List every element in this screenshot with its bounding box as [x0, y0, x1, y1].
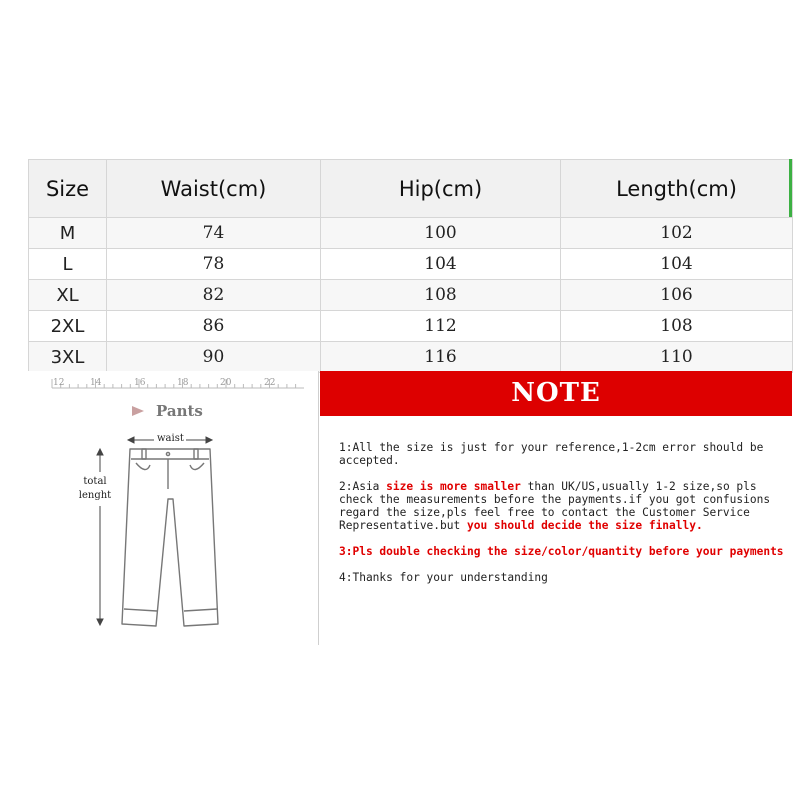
- table-row: [29, 280, 793, 311]
- size-chart-table: [28, 159, 793, 373]
- header-length: Length(cm): [561, 160, 793, 218]
- diagram-title: Pants: [156, 402, 203, 420]
- total-length-label-line1: total: [83, 476, 107, 487]
- note-item-1: 1:All the size is just for your reference,1-2cm error should be accepted.: [339, 441, 764, 467]
- cell-size: XL: [29, 280, 107, 311]
- note-title: NOTE: [320, 371, 792, 416]
- total-length-label: [73, 475, 117, 503]
- header-size: Size: [29, 160, 107, 218]
- cell-hip: 112: [321, 311, 561, 342]
- cell-hip: 116: [321, 342, 561, 373]
- cell-length: 102: [561, 218, 793, 249]
- cell-size: 3XL: [29, 342, 107, 373]
- cell-waist: 82: [107, 280, 321, 311]
- ruler-label: 22: [264, 378, 276, 388]
- ruler-label: 12: [53, 378, 65, 388]
- table-header-row: [29, 160, 793, 218]
- ruler-label: 14: [90, 378, 102, 388]
- cell-length: 104: [561, 249, 793, 280]
- cell-length: 106: [561, 280, 793, 311]
- header-waist: Waist(cm): [107, 160, 321, 218]
- pants-measurement-diagram: [28, 371, 319, 645]
- note-item-2-text: 2:Asia: [339, 480, 387, 493]
- header-hip: Hip(cm): [321, 160, 561, 218]
- cell-waist: 86: [107, 311, 321, 342]
- ruler-label: 20: [220, 378, 232, 388]
- note-item-2: [339, 480, 787, 532]
- table-row: [29, 249, 793, 280]
- ruler-icon: [52, 378, 304, 388]
- cell-hip: 104: [321, 249, 561, 280]
- table-row: [29, 342, 793, 373]
- arrow-right-icon: [132, 406, 144, 416]
- green-edge-accent: [789, 159, 792, 217]
- cell-hip: 100: [321, 218, 561, 249]
- note-body: [339, 441, 787, 597]
- ruler-label: 18: [177, 378, 189, 388]
- cell-waist: 90: [107, 342, 321, 373]
- waist-label: waist: [157, 433, 184, 444]
- cell-size: M: [29, 218, 107, 249]
- cell-waist: 78: [107, 249, 321, 280]
- cell-size: 2XL: [29, 311, 107, 342]
- total-length-label-line2: lenght: [78, 490, 112, 501]
- table-row: [29, 218, 793, 249]
- note-item-2-highlight: you should decide the size finally.: [466, 519, 703, 532]
- ruler-label: 16: [134, 378, 146, 388]
- cell-length: 110: [561, 342, 793, 373]
- cell-size: L: [29, 249, 107, 280]
- note-item-2-highlight: size is more smaller: [386, 480, 521, 493]
- cell-waist: 74: [107, 218, 321, 249]
- table-row: [29, 311, 793, 342]
- pants-outline-icon: [122, 449, 218, 626]
- note-item-2-text: than UK/US,usually 1-2 size,so pls check the measurements before the payments.if you got confusions regard the size,pls feel free to contact the Customer Service Representative.but: [339, 480, 771, 532]
- note-item-3: 3:Pls double checking the size/color/quantity before your payments: [339, 545, 784, 558]
- cell-hip: 108: [321, 280, 561, 311]
- note-item-4: 4:Thanks for your understanding: [339, 571, 548, 584]
- cell-length: 108: [561, 311, 793, 342]
